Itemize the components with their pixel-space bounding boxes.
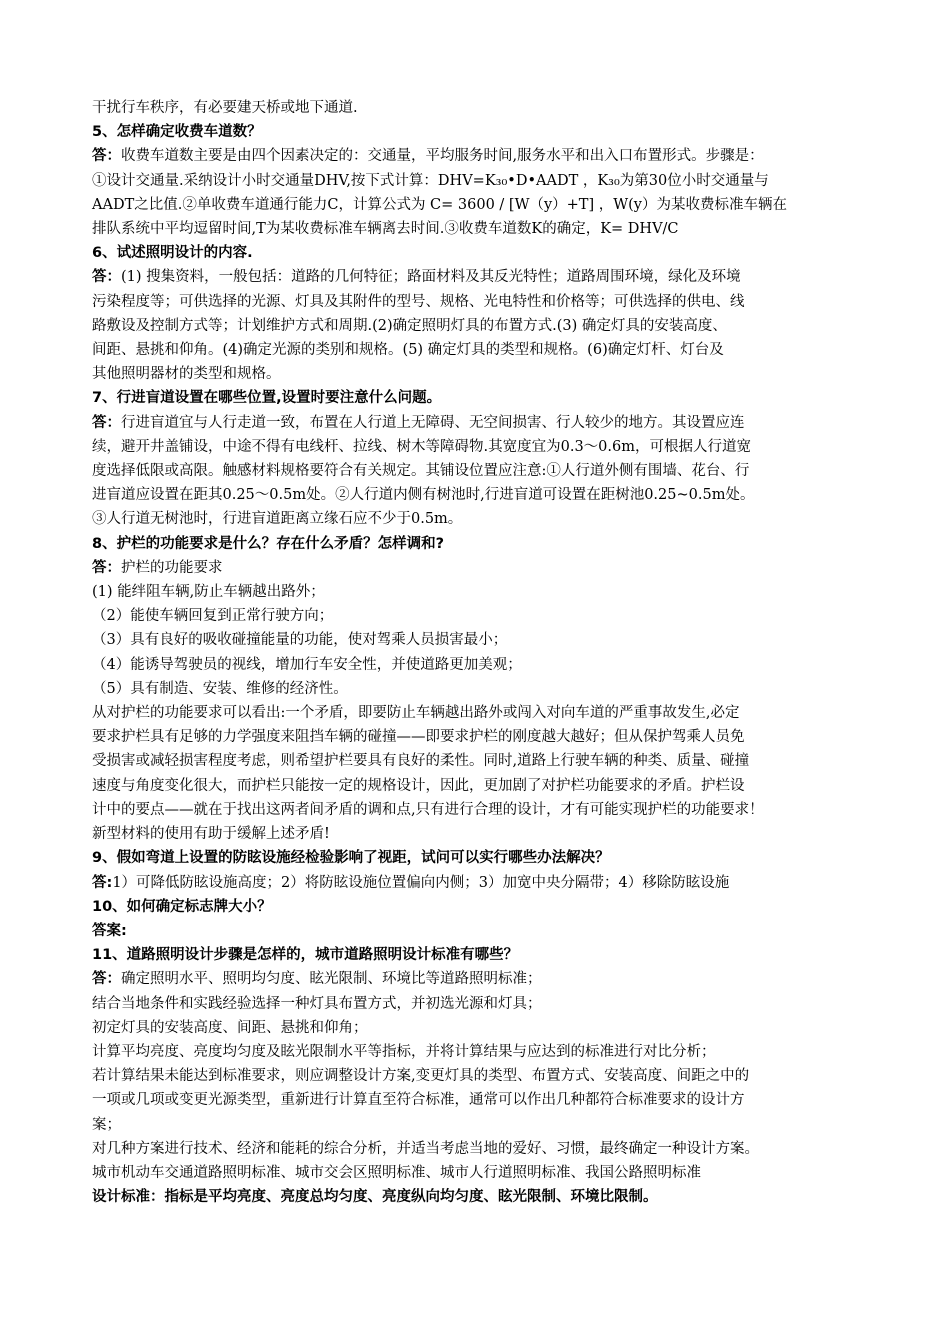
question-8: 8、护栏的功能要求是什么？存在什么矛盾？怎样调和? bbox=[92, 535, 444, 552]
answer-6-line-2: 污染程度等；可供选择的光源、灯具及其附件的型号、规格、光电特性和价格等；可供选择的供电、线 bbox=[92, 293, 745, 310]
question-7: 7、行进盲道设置在哪些位置,设置时要注意什么问题。 bbox=[92, 390, 442, 407]
answer-11-line-7: 案； bbox=[92, 1116, 121, 1133]
answer-7-line-5: ③人行道无树池时，行进盲道距离立缘石应不少于0.5m。 bbox=[92, 511, 463, 528]
answer-6-line-3: 路敷设及控制方式等；计划维护方式和周期.(2)确定照明灯具的布置方式.(3) 确定灯具的安装高度、 bbox=[92, 317, 727, 334]
answer-9: 答:1）可降低防眩设施高度；2）将防眩设施位置偏向内侧；3）加宽中央分隔带；4）移除防眩设施 bbox=[92, 874, 730, 891]
answer-8-item-4: （4）能诱导驾驶员的视线，增加行车安全性，并使道路更加美观； bbox=[92, 656, 522, 673]
answer-label: 答： bbox=[92, 559, 121, 576]
answer-11-line-5: 若计算结果未能达到标准要求，则应调整设计方案,变更灯具的类型、布置方式、安装高度、间距之中的 bbox=[92, 1068, 750, 1085]
answer-8-line-1: 从对护栏的功能要求可以看出:一个矛盾，即要防止车辆越出路外或闯入对向车道的严重事故发生,必定 bbox=[92, 705, 740, 722]
design-standard-line: 设计标准：指标是平均亮度、亮度总均匀度、亮度纵向均匀度、眩光限制、环境比限制。 bbox=[92, 1189, 658, 1206]
answer-5-line-3: AADT之比值.②单收费车道通行能力C，计算公式为 C= 3600 / [W（y）+T] ，W(y）为某收费标准车辆在 bbox=[92, 196, 787, 213]
answer-8-heading: 答：护栏的功能要求 bbox=[92, 559, 223, 576]
answer-8-line-4: 速度与角度变化很大，而护栏只能按一定的规格设计，因此，更加剧了对护栏功能要求的矛盾。护栏设 bbox=[92, 777, 745, 794]
answer-8-line-6: 新型材料的使用有助于缓解上述矛盾! bbox=[92, 826, 330, 843]
answer-label: 答: bbox=[92, 874, 113, 891]
answer-6-line-4: 间距、悬挑和仰角。(4)确定光源的类别和规格。(5) 确定灯具的类型和规格。(6)确定灯杆、灯台及 bbox=[92, 342, 724, 359]
question-5: 5、怎样确定收费车道数？ bbox=[92, 124, 262, 141]
answer-label: 答： bbox=[92, 414, 121, 431]
answer-11-line-8: 对几种方案进行技术、经济和能耗的综合分析，并适当考虑当地的爱好、习惯，最终确定一种设计方案。 bbox=[92, 1140, 759, 1157]
answer-7-line-2: 续，避开井盖铺设，中途不得有电线杆、拉线、树木等障碍物.其宽度宜为0.3～0.6m，可根据人行道宽 bbox=[92, 438, 751, 455]
question-10: 10、如何确定标志牌大小？ bbox=[92, 898, 272, 915]
answer-5-line-2: ①设计交通量.采纳设计小时交通量DHV,按下式计算：DHV=K₃₀•D•AADT ，K₃₀为第30位小时交通量与 bbox=[92, 172, 769, 189]
answer-label: 答： bbox=[92, 971, 121, 988]
answer-8-line-5: 计中的要点——就在于找出这两者间矛盾的调和点,只有进行合理的设计，才有可能实现护栏的功能要求！ bbox=[92, 801, 764, 818]
answer-7-line-4: 进盲道应设置在距其0.25～0.5m处。②人行道内侧有树池时,行进盲道可设置在距树池0.25~0.5m处。 bbox=[92, 487, 755, 504]
answer-11-line-3: 初定灯具的安装高度、间距、悬挑和仰角； bbox=[92, 1019, 368, 1036]
answer-7-line-3: 度选择低限或高限。触感材料规格要符合有关规定。其铺设位置应注意:①人行道外侧有围墙、花台、行 bbox=[92, 463, 750, 480]
answer-10-label: 答案: bbox=[92, 922, 127, 939]
answer-8-item-5: （5）具有制造、安装、维修的经济性。 bbox=[92, 680, 348, 697]
intro-line: 干扰行车秩序，有必要建天桥或地下通道. bbox=[92, 100, 358, 116]
answer-11-line-6: 一项或几项或变更光源类型，重新进行计算直至符合标准，通常可以作出几种都符合标准要求的设计方 bbox=[92, 1092, 745, 1109]
question-11: 11、道路照明设计步骤是怎样的，城市道路照明设计标准有哪些？ bbox=[92, 947, 519, 964]
answer-5-line-1: 答：收费车道数主要是由四个因素决定的：交通量，平均服务时间,服务水平和出入口布置形式。步骤是： bbox=[92, 148, 764, 165]
answer-6-line-5: 其他照明器材的类型和规格。 bbox=[92, 366, 281, 383]
answer-label: 答： bbox=[92, 269, 121, 286]
answer-8-item-1: (1) 能绊阻车辆,防止车辆越出路外； bbox=[92, 584, 325, 601]
answer-8-item-3: （3）具有良好的吸收碰撞能量的功能，使对驾乘人员损害最小； bbox=[92, 632, 508, 649]
answer-8-item-2: （2）能使车辆回复到正常行驶方向； bbox=[92, 608, 334, 625]
answer-6-line-1: 答：(1) 搜集资料，一般包括：道路的几何特征；路面材料及其反光特性；道路周围环境，绿化及环境 bbox=[92, 269, 741, 286]
answer-label: 答： bbox=[92, 148, 121, 165]
answer-11-line-1: 答：确定照明水平、照明均匀度、眩光限制、环境比等道路照明标准； bbox=[92, 971, 542, 988]
answer-8-line-2: 要求护栏具有足够的力学强度来阻挡车辆的碰撞——即要求护栏的刚度越大越好；但从保护驾乘人员免 bbox=[92, 729, 745, 746]
answer-7-line-1: 答：行进盲道宜与人行走道一致，布置在人行道上无障碍、无空间损害、行人较少的地方。其设置应连 bbox=[92, 414, 745, 431]
answer-5-line-4: 排队系统中平均逗留时间,T为某收费标准车辆离去时间.③收费车道数K的确定，K= DHV/C bbox=[92, 221, 679, 238]
question-9: 9、假如弯道上设置的防眩设施经检验影响了视距，试问可以实行哪些办法解决？ bbox=[92, 850, 610, 867]
answer-11-line-9: 城市机动车交通道路照明标准、城市交会区照明标准、城市人行道照明标准、我国公路照明标准 bbox=[92, 1164, 701, 1181]
answer-8-line-3: 受损害或减轻损害程度考虑，则希望护栏要具有良好的柔性。同时,道路上行驶车辆的种类、质量、碰撞 bbox=[92, 753, 750, 770]
question-6: 6、试述照明设计的内容. bbox=[92, 245, 253, 262]
document-page bbox=[92, 96, 882, 1209]
answer-11-line-4: 计算平均亮度、亮度均匀度及眩光限制水平等指标，并将计算结果与应达到的标准进行对比分析； bbox=[92, 1043, 716, 1060]
answer-11-line-2: 结合当地条件和实践经验选择一种灯具布置方式，并初选光源和灯具； bbox=[92, 995, 542, 1012]
